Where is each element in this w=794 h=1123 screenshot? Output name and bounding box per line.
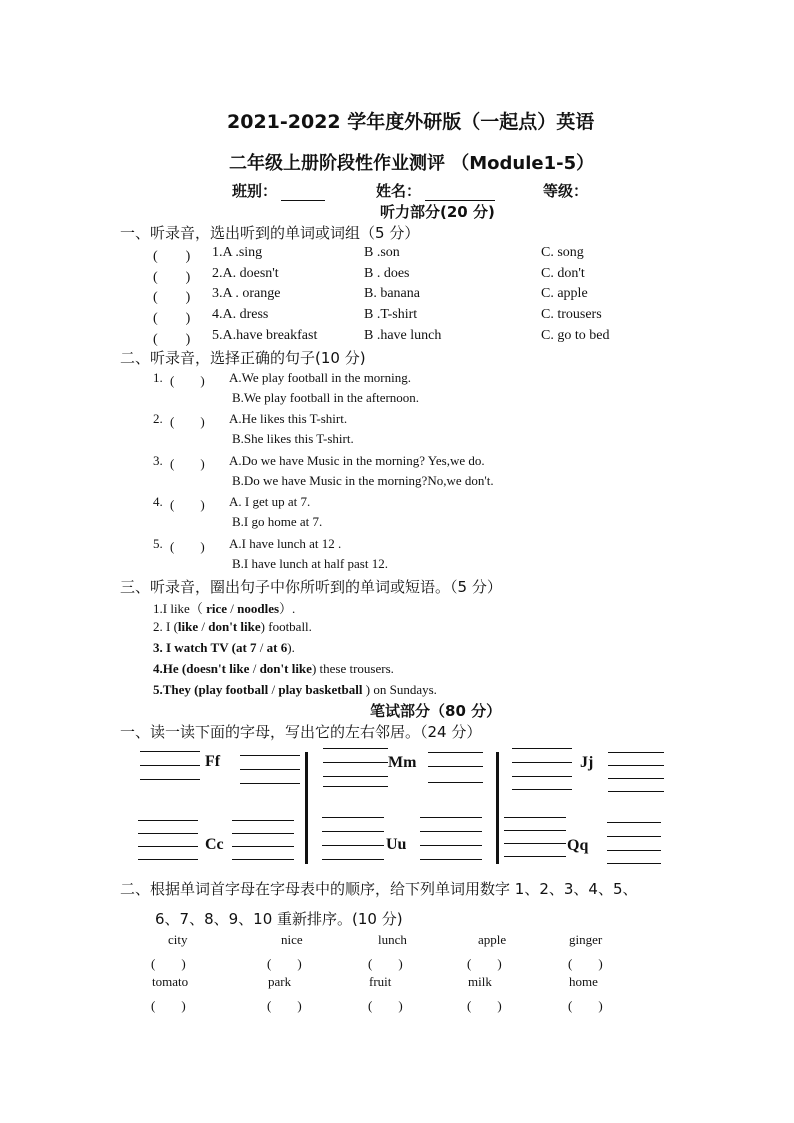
sentence-suffix: ) these trousers. bbox=[311, 661, 394, 676]
letter-cc: Cc bbox=[205, 836, 224, 853]
write-line[interactable] bbox=[504, 817, 566, 818]
letter-uu: Uu bbox=[386, 836, 407, 853]
write-line[interactable] bbox=[512, 762, 572, 763]
part1-heading: 一、听录音，选出听到的单词或词组（5 分） bbox=[120, 224, 420, 242]
write-line[interactable] bbox=[607, 822, 661, 823]
separator: / bbox=[256, 640, 267, 655]
write-line[interactable] bbox=[138, 833, 198, 834]
write-line[interactable] bbox=[420, 845, 482, 846]
answer-bracket[interactable]: ( ) bbox=[153, 290, 191, 305]
sentence-suffix: ）. bbox=[279, 601, 296, 616]
option-a: 4.A. dress bbox=[212, 307, 269, 322]
option-b: B. banana bbox=[364, 286, 420, 301]
option-c: C. don't bbox=[541, 266, 585, 281]
word-milk: milk bbox=[468, 974, 492, 989]
word-apple: apple bbox=[478, 932, 507, 947]
circle-sentence bbox=[153, 598, 295, 617]
option-a: 3.A . orange bbox=[212, 286, 281, 301]
option-a: 1.A .sing bbox=[212, 245, 263, 260]
word-home: home bbox=[569, 974, 598, 989]
option-a: 5.A.have breakfast bbox=[212, 328, 318, 343]
part4-heading: 一、读一读下面的字母，写出它的左右邻居。（24 分） bbox=[120, 723, 482, 741]
write-line[interactable] bbox=[607, 836, 661, 837]
word-nice: nice bbox=[281, 932, 303, 947]
write-line[interactable] bbox=[504, 830, 566, 831]
sentence-prefix: 1.I like（ bbox=[153, 601, 207, 616]
sentence-prefix: 3. I watch TV ( bbox=[153, 640, 236, 655]
write-line[interactable] bbox=[428, 782, 483, 783]
write-line[interactable] bbox=[504, 856, 566, 857]
write-line[interactable] bbox=[504, 843, 566, 844]
order-bracket[interactable]: ( ) bbox=[467, 956, 502, 971]
question-number: 3. bbox=[153, 453, 163, 468]
grade-label: 等级： bbox=[543, 182, 589, 200]
part5-heading-line2: 6、7、8、9、10 重新排序。(10 分) bbox=[155, 910, 403, 928]
divider bbox=[496, 752, 499, 864]
sentence-b: B.I have lunch at half past 12. bbox=[232, 556, 388, 571]
order-bracket[interactable]: ( ) bbox=[568, 998, 603, 1013]
write-line[interactable] bbox=[322, 859, 384, 860]
circle-sentence bbox=[153, 619, 312, 635]
letter-mm: Mm bbox=[388, 754, 417, 771]
writing-heading: 笔试部分（80 分） bbox=[370, 702, 502, 720]
write-line[interactable] bbox=[323, 748, 388, 749]
word-ginger: ginger bbox=[569, 932, 603, 947]
option-b: B .T-shirt bbox=[364, 307, 418, 322]
write-line[interactable] bbox=[138, 859, 198, 860]
write-line[interactable] bbox=[428, 752, 483, 753]
option-1[interactable]: at 7 bbox=[235, 640, 257, 655]
word-park: park bbox=[268, 974, 292, 989]
answer-bracket[interactable]: ( ) bbox=[153, 249, 191, 264]
option-2[interactable]: at 6 bbox=[266, 640, 288, 655]
part5-heading-line1: 二、根据单词首字母在字母表中的顺序，给下列单词用数字 1、2、3、4、5、 bbox=[120, 880, 638, 898]
class-field[interactable] bbox=[232, 180, 325, 201]
sentence-a: A.Do we have Music in the morning? Yes,we do. bbox=[229, 453, 485, 468]
write-line[interactable] bbox=[607, 850, 661, 851]
question-number: 1. bbox=[153, 370, 163, 385]
name-field[interactable] bbox=[376, 180, 495, 201]
sentence-suffix: ). bbox=[287, 640, 295, 655]
sentence-b: B.We play football in the afternoon. bbox=[232, 390, 420, 405]
write-line[interactable] bbox=[240, 755, 300, 756]
question-number: 4. bbox=[153, 494, 163, 509]
order-bracket[interactable]: ( ) bbox=[267, 956, 302, 971]
answer-bracket[interactable]: ( ) bbox=[170, 414, 205, 429]
name-label: 姓名： bbox=[376, 182, 422, 200]
write-line[interactable] bbox=[138, 846, 198, 847]
option-c: C. apple bbox=[541, 286, 588, 301]
order-bracket[interactable]: ( ) bbox=[151, 956, 186, 971]
write-line[interactable] bbox=[232, 820, 294, 821]
divider bbox=[305, 752, 308, 864]
separator: / bbox=[227, 601, 238, 616]
order-bracket[interactable]: ( ) bbox=[568, 956, 603, 971]
letter-ff: Ff bbox=[205, 753, 221, 770]
sentence-prefix: 5.They ( bbox=[153, 682, 199, 697]
sentence-suffix: ) football. bbox=[260, 619, 312, 634]
write-line[interactable] bbox=[323, 786, 388, 787]
option-c: C. trousers bbox=[541, 307, 602, 322]
write-line[interactable] bbox=[240, 783, 300, 784]
part3-heading: 三、听录音，圈出句子中你所听到的单词或短语。（5 分） bbox=[120, 578, 502, 596]
question-number: 2. bbox=[153, 411, 163, 426]
word-tomato: tomato bbox=[152, 974, 189, 989]
write-line[interactable] bbox=[322, 845, 384, 846]
order-bracket[interactable]: ( ) bbox=[368, 998, 403, 1013]
option-b: B .son bbox=[364, 245, 400, 260]
write-line[interactable] bbox=[232, 833, 294, 834]
option-1[interactable]: doesn't like bbox=[186, 661, 250, 676]
write-line[interactable] bbox=[420, 859, 482, 860]
sentence-prefix: 4.He ( bbox=[153, 661, 187, 676]
write-line[interactable] bbox=[232, 859, 294, 860]
sentence-a: A.We play football in the morning. bbox=[229, 370, 411, 385]
option-2[interactable]: don't like bbox=[208, 619, 261, 634]
option-c: C. go to bed bbox=[541, 328, 610, 343]
option-1[interactable]: rice bbox=[206, 601, 227, 616]
write-line[interactable] bbox=[607, 863, 661, 864]
sentence-a: A.I have lunch at 12 . bbox=[229, 536, 342, 551]
sentence-a: A. I get up at 7. bbox=[229, 494, 311, 509]
order-bracket[interactable]: ( ) bbox=[151, 998, 186, 1013]
order-bracket[interactable]: ( ) bbox=[267, 998, 302, 1013]
page-subtitle: 二年级上册阶段性作业测评 （Module1-5） bbox=[229, 153, 595, 174]
option-b: B . does bbox=[364, 266, 410, 281]
sentence-b: B.She likes this T-shirt. bbox=[232, 431, 354, 446]
write-line[interactable] bbox=[232, 846, 294, 847]
write-line[interactable] bbox=[322, 817, 384, 818]
part2-heading: 二、听录音，选择正确的句子(10 分) bbox=[120, 349, 366, 367]
sentence-b: B.I go home at 7. bbox=[232, 514, 323, 529]
separator: / bbox=[198, 619, 209, 634]
order-bracket[interactable]: ( ) bbox=[467, 998, 502, 1013]
answer-bracket[interactable]: ( ) bbox=[153, 270, 191, 285]
write-line[interactable] bbox=[512, 776, 572, 777]
circle-sentence bbox=[153, 661, 394, 677]
sentence-a: A.He likes this T-shirt. bbox=[229, 411, 348, 426]
option-a: 2.A. doesn't bbox=[212, 266, 279, 281]
order-bracket[interactable]: ( ) bbox=[368, 956, 403, 971]
write-line[interactable] bbox=[140, 751, 200, 752]
write-line[interactable] bbox=[140, 765, 200, 766]
write-line[interactable] bbox=[323, 776, 388, 777]
write-line[interactable] bbox=[608, 752, 664, 753]
circle-sentence bbox=[153, 682, 437, 698]
sentence-b: B.Do we have Music in the morning?No,we don't. bbox=[232, 473, 494, 488]
answer-bracket[interactable]: ( ) bbox=[170, 539, 205, 554]
word-lunch: lunch bbox=[378, 932, 407, 947]
write-line[interactable] bbox=[420, 831, 482, 832]
write-line[interactable] bbox=[608, 791, 664, 792]
answer-bracket[interactable]: ( ) bbox=[170, 373, 205, 388]
answer-bracket[interactable]: ( ) bbox=[170, 456, 205, 471]
write-line[interactable] bbox=[512, 748, 572, 749]
write-line[interactable] bbox=[420, 817, 482, 818]
question-number: 5. bbox=[153, 536, 163, 551]
write-line[interactable] bbox=[140, 779, 200, 780]
separator: / bbox=[268, 682, 279, 697]
write-line[interactable] bbox=[322, 831, 384, 832]
sentence-suffix: ) on Sundays. bbox=[362, 682, 437, 697]
write-line[interactable] bbox=[608, 778, 664, 779]
option-c: C. song bbox=[541, 245, 584, 260]
circle-sentence bbox=[153, 640, 295, 656]
word-fruit: fruit bbox=[369, 974, 392, 989]
answer-bracket[interactable]: ( ) bbox=[170, 497, 205, 512]
option-1[interactable]: like bbox=[177, 619, 199, 634]
listening-heading: 听力部分(20 分) bbox=[380, 203, 495, 221]
separator: / bbox=[249, 661, 260, 676]
answer-bracket[interactable]: ( ) bbox=[153, 311, 191, 326]
letter-qq: Qq bbox=[567, 837, 589, 854]
option-2[interactable]: noodles bbox=[237, 601, 280, 616]
write-line[interactable] bbox=[512, 789, 572, 790]
letter-jj: Jj bbox=[580, 754, 594, 771]
sentence-prefix: 2. I ( bbox=[153, 619, 178, 634]
option-2[interactable]: don't like bbox=[259, 661, 312, 676]
write-line[interactable] bbox=[138, 820, 198, 821]
class-label: 班别： bbox=[232, 182, 278, 200]
option-2[interactable]: play basketball bbox=[278, 682, 363, 697]
answer-bracket[interactable]: ( ) bbox=[153, 332, 191, 347]
option-1[interactable]: play football bbox=[198, 682, 269, 697]
write-line[interactable] bbox=[323, 762, 388, 763]
word-city: city bbox=[168, 932, 188, 947]
option-b: B .have lunch bbox=[364, 328, 442, 343]
write-line[interactable] bbox=[428, 766, 483, 767]
write-line[interactable] bbox=[240, 769, 300, 770]
write-line[interactable] bbox=[608, 765, 664, 766]
page-title: 2021-2022 学年度外研版（一起点）英语 bbox=[227, 111, 595, 133]
